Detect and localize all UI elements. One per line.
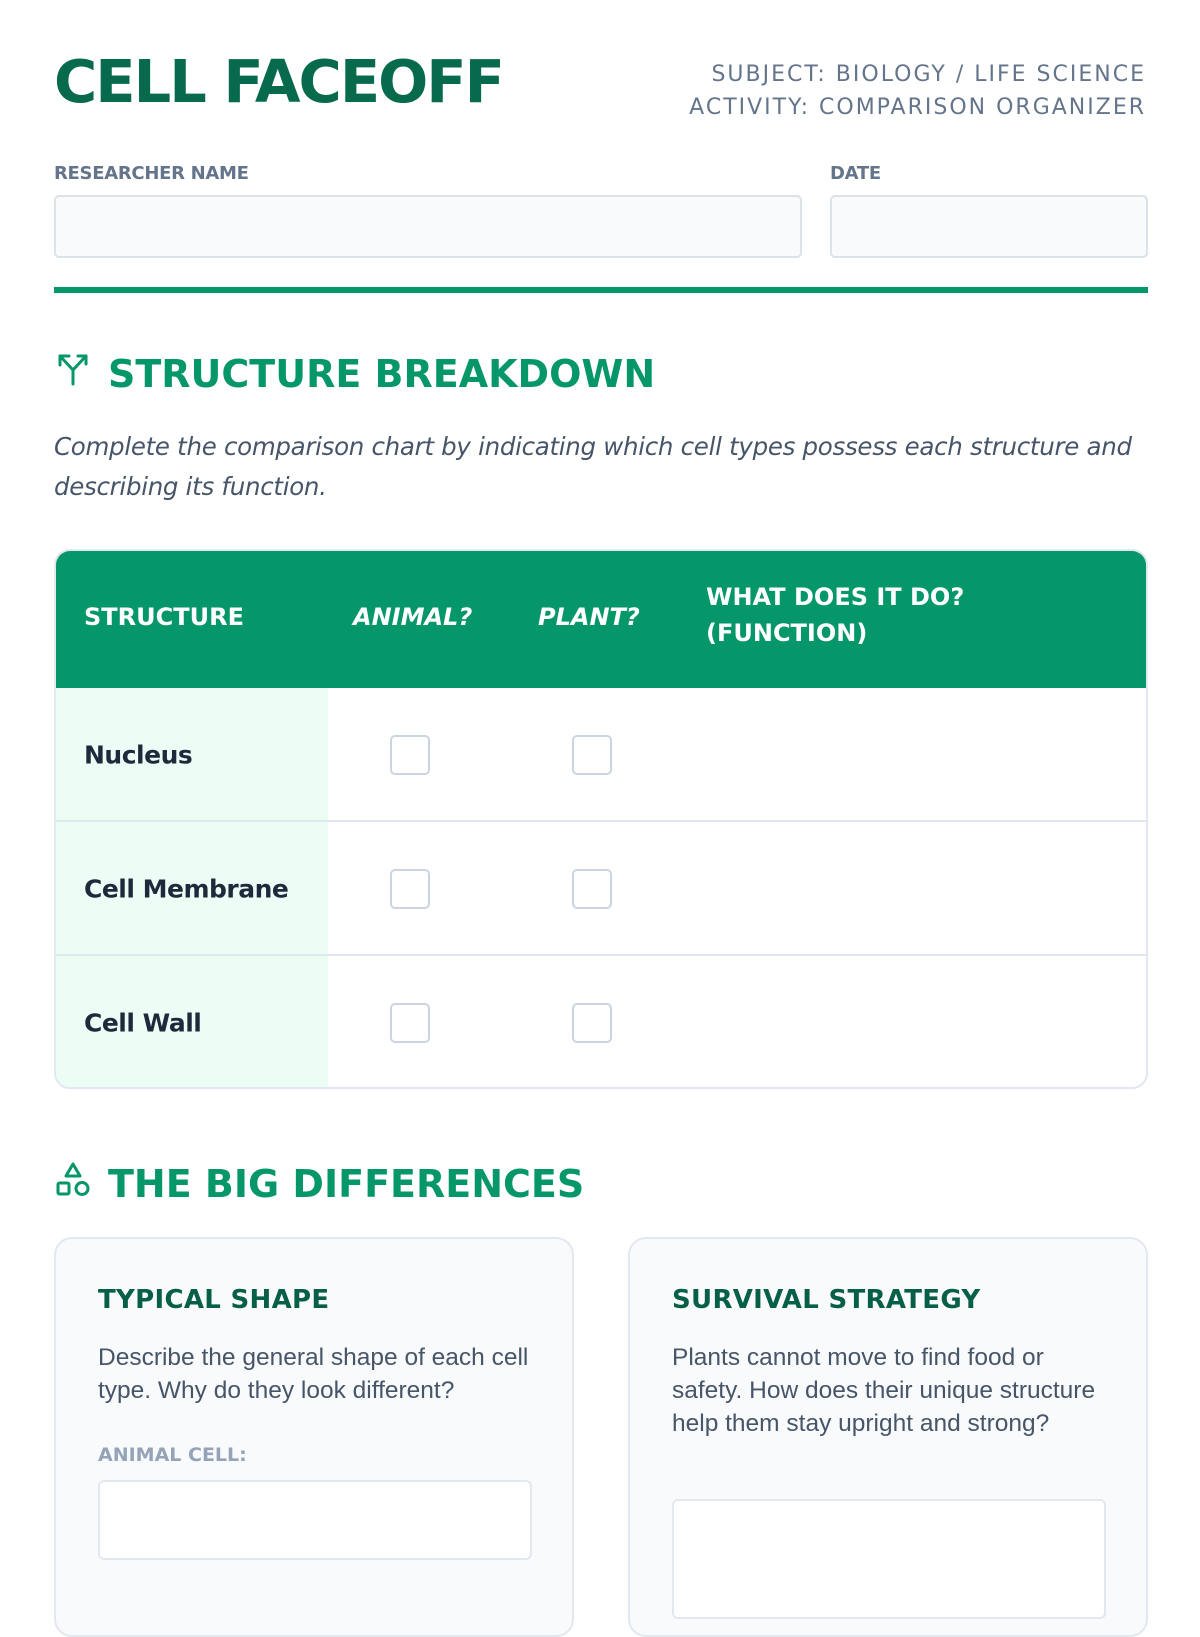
column-header-plant: PLANT?	[538, 603, 640, 631]
table-row	[56, 956, 1146, 1089]
researcher-name-label: RESEARCHER NAME	[54, 163, 249, 184]
plant-checkbox[interactable]	[572, 869, 612, 909]
structure-name: Cell Wall	[84, 1008, 202, 1038]
plant-checkbox[interactable]	[572, 735, 612, 775]
structure-name: Cell Membrane	[84, 874, 289, 904]
animal-cell-label: ANIMAL CELL:	[98, 1444, 247, 1466]
date-field[interactable]	[830, 195, 1148, 258]
survival-strategy-card	[628, 1237, 1148, 1637]
worksheet-meta	[689, 58, 1146, 124]
section-title: STRUCTURE BREAKDOWN	[108, 351, 656, 396]
structure-cell	[56, 956, 328, 1089]
column-header-function-line2: (FUNCTION)	[706, 619, 868, 647]
column-header-animal: ANIMAL?	[353, 603, 473, 631]
table-row	[56, 822, 1146, 956]
table-header	[56, 551, 1146, 688]
page-title: CELL FACEOFF	[54, 47, 503, 116]
activity-line: ACTIVITY: COMPARISON ORGANIZER	[689, 95, 1146, 120]
card-title: SURVIVAL STRATEGY	[672, 1285, 981, 1315]
comparison-table	[54, 549, 1148, 1089]
animal-checkbox[interactable]	[390, 869, 430, 909]
date-label: DATE	[830, 163, 881, 184]
animal-checkbox[interactable]	[390, 1003, 430, 1043]
section-title: THE BIG DIFFERENCES	[108, 1161, 585, 1206]
header-divider	[54, 287, 1148, 293]
shapes-icon	[54, 1160, 92, 1207]
typical-shape-card	[54, 1237, 574, 1637]
subject-line: SUBJECT: BIOLOGY / LIFE SCIENCE	[711, 62, 1146, 87]
split-arrow-icon	[54, 350, 92, 397]
structure-name: Nucleus	[84, 740, 193, 770]
animal-cell-answer-field[interactable]	[98, 1480, 532, 1560]
card-title: TYPICAL SHAPE	[98, 1285, 330, 1315]
table-row	[56, 688, 1146, 822]
column-header-structure: STRUCTURE	[84, 603, 244, 631]
structure-cell	[56, 688, 328, 822]
differences-section-heading	[54, 1160, 584, 1207]
survival-strategy-answer-field[interactable]	[672, 1499, 1106, 1619]
card-prompt: Plants cannot move to find food or safety. How does their unique structure help them stay upright and strong?	[672, 1344, 1096, 1437]
card-prompt: Describe the general shape of each cell type. Why do they look different?	[98, 1344, 529, 1404]
column-header-function-line1: WHAT DOES IT DO?	[706, 583, 965, 611]
researcher-name-field[interactable]	[54, 195, 802, 258]
column-header-function	[706, 583, 964, 647]
structure-cell	[56, 822, 328, 956]
structure-section-heading	[54, 350, 655, 397]
instructions-text: Complete the comparison chart by indicating which cell types possess each structure and describing its function.	[54, 432, 1132, 501]
animal-checkbox[interactable]	[390, 735, 430, 775]
plant-checkbox[interactable]	[572, 1003, 612, 1043]
